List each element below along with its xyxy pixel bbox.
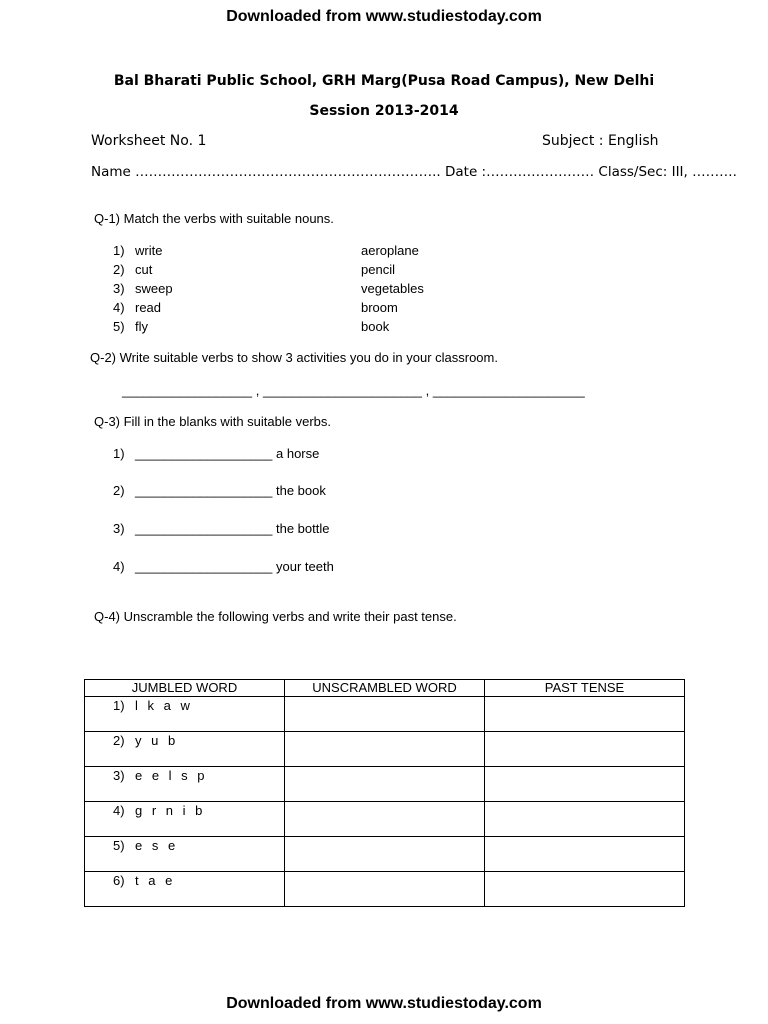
past-tense-answer-cell[interactable] — [485, 802, 685, 837]
footer-banner: Downloaded from www.studiestoday.com — [226, 995, 542, 1012]
verb: write — [135, 243, 163, 258]
past-tense-answer-cell[interactable] — [485, 732, 685, 767]
q1-noun-item: aeroplane — [361, 243, 419, 258]
answer-blank[interactable]: ___________________ — [135, 446, 273, 461]
table-row — [85, 837, 685, 872]
q3-item — [113, 446, 319, 461]
column-header-jumbled: JUMBLED WORD — [85, 680, 285, 697]
item-number: 5) — [113, 319, 125, 334]
jumbled-word-cell — [85, 837, 285, 872]
row-number: 1) — [113, 698, 125, 713]
item-number: 3) — [113, 521, 125, 536]
answer-blank[interactable]: ___________________ — [135, 521, 273, 536]
q2-title: Q-2) Write suitable verbs to show 3 activities you do in your classroom. — [90, 350, 498, 365]
row-number: 6) — [113, 873, 125, 888]
q3-item — [113, 483, 326, 498]
item-number: 4) — [113, 559, 125, 574]
q1-verb-item — [113, 319, 148, 334]
table-row — [85, 732, 685, 767]
table-row — [85, 697, 685, 732]
item-number: 4) — [113, 300, 125, 315]
header-banner: Downloaded from www.studiestoday.com — [226, 8, 542, 25]
worksheet-number: Worksheet No. 1 — [91, 133, 207, 149]
past-tense-answer-cell[interactable] — [485, 872, 685, 907]
q1-verb-item — [113, 281, 173, 296]
session-label: Session 2013-2014 — [309, 103, 459, 119]
q1-verb-item — [113, 262, 152, 277]
table-row — [85, 802, 685, 837]
unscrambled-answer-cell[interactable] — [285, 697, 485, 732]
q1-noun-item: broom — [361, 300, 398, 315]
past-tense-answer-cell[interactable] — [485, 767, 685, 802]
unscrambled-answer-cell[interactable] — [285, 802, 485, 837]
jumbled-word: t a e — [135, 873, 176, 888]
q1-title: Q-1) Match the verbs with suitable nouns. — [94, 211, 334, 226]
jumbled-word-cell — [85, 802, 285, 837]
school-name: Bal Bharati Public School, GRH Marg(Pusa Road Campus), New Delhi — [113, 73, 655, 89]
answer-blank[interactable]: ___________________ — [135, 483, 273, 498]
item-number: 1) — [113, 446, 125, 461]
table-header-row — [85, 680, 685, 697]
jumbled-word: l k a w — [135, 698, 193, 713]
item-number: 2) — [113, 262, 125, 277]
verb: cut — [135, 262, 153, 277]
q3-title: Q-3) Fill in the blanks with suitable verbs. — [94, 414, 331, 429]
q4-title: Q-4) Unscramble the following verbs and write their past tense. — [94, 609, 457, 624]
subject-label: Subject : English — [542, 133, 659, 149]
jumbled-word-cell — [85, 767, 285, 802]
q2-answer-blanks[interactable]: __________________ , ______________________ , _____________________ — [122, 383, 585, 398]
jumbled-word-cell — [85, 697, 285, 732]
unscrambled-answer-cell[interactable] — [285, 837, 485, 872]
q1-verb-item — [113, 243, 162, 258]
q1-noun-item: book — [361, 319, 390, 334]
name-date-class-line: Name ………………………………………………………….. Date :…………………… Class/Sec: III, ………. — [91, 164, 737, 180]
item-number: 2) — [113, 483, 125, 498]
column-header-unscrambled: UNSCRAMBLED WORD — [285, 680, 485, 697]
q1-noun-item: pencil — [361, 262, 395, 277]
item-text: the bottle — [276, 521, 330, 536]
jumbled-word-cell — [85, 872, 285, 907]
column-header-past-tense: PAST TENSE — [485, 680, 685, 697]
item-number: 1) — [113, 243, 125, 258]
row-number: 5) — [113, 838, 125, 853]
past-tense-answer-cell[interactable] — [485, 837, 685, 872]
verb: read — [135, 300, 162, 315]
item-text: a horse — [276, 446, 320, 461]
unscrambled-answer-cell[interactable] — [285, 767, 485, 802]
unscrambled-answer-cell[interactable] — [285, 872, 485, 907]
jumbled-word: e e l s p — [135, 768, 208, 783]
item-text: the book — [276, 483, 326, 498]
item-number: 3) — [113, 281, 125, 296]
jumbled-word: y u b — [135, 733, 179, 748]
past-tense-answer-cell[interactable] — [485, 697, 685, 732]
jumbled-word-cell — [85, 732, 285, 767]
row-number: 2) — [113, 733, 125, 748]
q3-item — [113, 559, 334, 574]
row-number: 3) — [113, 768, 125, 783]
q1-verb-item — [113, 300, 161, 315]
verb: sweep — [135, 281, 173, 296]
q1-noun-item: vegetables — [361, 281, 424, 296]
table-row — [85, 872, 685, 907]
verb: fly — [135, 319, 148, 334]
answer-blank[interactable]: ___________________ — [135, 559, 273, 574]
unscramble-table — [84, 679, 685, 907]
table-row — [85, 767, 685, 802]
unscrambled-answer-cell[interactable] — [285, 732, 485, 767]
item-text: your teeth — [276, 559, 334, 574]
jumbled-word: e s e — [135, 838, 179, 853]
q3-item — [113, 521, 330, 536]
row-number: 4) — [113, 803, 125, 818]
jumbled-word: g r n i b — [135, 803, 206, 818]
